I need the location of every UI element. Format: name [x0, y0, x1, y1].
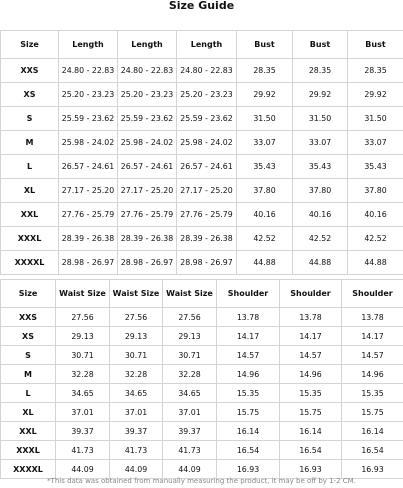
table-row: [1, 251, 403, 275]
measurement-cell: 37.01: [56, 403, 110, 422]
measurement-cell: 30.71: [163, 346, 217, 365]
measurement-cell: 44.88: [348, 251, 403, 275]
measurement-cell: 27.56: [163, 308, 217, 327]
table-header: [1, 280, 403, 308]
measurement-cell: 34.65: [110, 384, 163, 403]
measurement-cell: 30.71: [56, 346, 110, 365]
size-label: XXXXL: [1, 251, 59, 275]
measurement-cell: 41.73: [163, 441, 217, 460]
size-label: XXL: [1, 203, 59, 227]
measurement-cell: 16.14: [280, 422, 342, 441]
table-row: [1, 227, 403, 251]
table-row: [1, 346, 403, 365]
measurement-cell: 29.13: [110, 327, 163, 346]
measurement-cell: 15.75: [342, 403, 403, 422]
measurement-cell: 44.09: [110, 460, 163, 479]
size-label: S: [1, 107, 59, 131]
size-label: XL: [1, 403, 56, 422]
measurement-cell: 37.80: [293, 179, 348, 203]
size-label: L: [1, 155, 59, 179]
column-header: Bust: [237, 31, 293, 59]
measurement-cell: 41.73: [110, 441, 163, 460]
table-row: [1, 203, 403, 227]
measurement-cell: 26.57 - 24.61: [177, 155, 237, 179]
measurement-cell: 33.07: [237, 131, 293, 155]
measurement-cell: 26.57 - 24.61: [59, 155, 118, 179]
measurement-cell: 28.39 - 26.38: [59, 227, 118, 251]
size-label: S: [1, 346, 56, 365]
column-header: Length: [59, 31, 118, 59]
measurement-cell: 44.88: [293, 251, 348, 275]
measurement-cell: 28.98 - 26.97: [177, 251, 237, 275]
measurement-cell: 29.92: [237, 83, 293, 107]
measurement-cell: 32.28: [110, 365, 163, 384]
measurement-cell: 42.52: [293, 227, 348, 251]
measurement-cell: 29.13: [56, 327, 110, 346]
size-label: XXXL: [1, 441, 56, 460]
measurement-cell: 15.35: [217, 384, 280, 403]
measurement-cell: 37.01: [163, 403, 217, 422]
size-label: L: [1, 384, 56, 403]
measurement-cell: 41.73: [56, 441, 110, 460]
size-label: XXS: [1, 59, 59, 83]
measurement-cell: 35.43: [237, 155, 293, 179]
table-row: [1, 422, 403, 441]
column-header: Shoulder: [342, 280, 403, 308]
measurement-cell: 31.50: [348, 107, 403, 131]
column-header: Shoulder: [217, 280, 280, 308]
measurement-cell: 25.98 - 24.02: [177, 131, 237, 155]
measurement-cell: 39.37: [163, 422, 217, 441]
size-label: M: [1, 365, 56, 384]
measurement-cell: 13.78: [280, 308, 342, 327]
measurement-cell: 27.76 - 25.79: [177, 203, 237, 227]
length-bust-table: [0, 30, 403, 275]
measurement-cell: 31.50: [293, 107, 348, 131]
measurement-cell: 27.76 - 25.79: [118, 203, 177, 227]
measurement-cell: 40.16: [293, 203, 348, 227]
column-header: Length: [177, 31, 237, 59]
measurement-cell: 16.14: [342, 422, 403, 441]
measurement-cell: 25.59 - 23.62: [118, 107, 177, 131]
measurement-cell: 27.56: [56, 308, 110, 327]
measurement-cell: 40.16: [237, 203, 293, 227]
measurement-cell: 13.78: [342, 308, 403, 327]
size-label: M: [1, 131, 59, 155]
column-header: Shoulder: [280, 280, 342, 308]
measurement-cell: 28.39 - 26.38: [177, 227, 237, 251]
measurement-cell: 16.93: [217, 460, 280, 479]
measurement-cell: 16.54: [217, 441, 280, 460]
table-row: [1, 107, 403, 131]
measurement-cell: 24.80 - 22.83: [59, 59, 118, 83]
measurement-cell: 32.28: [163, 365, 217, 384]
measurement-cell: 25.59 - 23.62: [59, 107, 118, 131]
measurement-cell: 14.17: [217, 327, 280, 346]
measurement-cell: 28.39 - 26.38: [118, 227, 177, 251]
measurement-cell: 29.13: [163, 327, 217, 346]
column-header: Waist Size: [163, 280, 217, 308]
column-header: Waist Size: [56, 280, 110, 308]
table-row: [1, 179, 403, 203]
measurement-cell: 39.37: [110, 422, 163, 441]
size-label: XXXL: [1, 227, 59, 251]
table-row: [1, 384, 403, 403]
measurement-cell: 14.17: [342, 327, 403, 346]
size-column-header: Size: [1, 280, 56, 308]
table-row: [1, 441, 403, 460]
measurement-cell: 27.76 - 25.79: [59, 203, 118, 227]
measurement-cell: 34.65: [56, 384, 110, 403]
measurement-cell: 13.78: [217, 308, 280, 327]
measurement-cell: 28.98 - 26.97: [59, 251, 118, 275]
table-row: [1, 155, 403, 179]
measurement-cell: 27.17 - 25.20: [177, 179, 237, 203]
table-row: [1, 403, 403, 422]
measurement-cell: 35.43: [293, 155, 348, 179]
measurement-cell: 31.50: [237, 107, 293, 131]
measurement-cell: 34.65: [163, 384, 217, 403]
waist-shoulder-table: [0, 279, 403, 479]
measurement-cell: 44.09: [163, 460, 217, 479]
size-label: XXL: [1, 422, 56, 441]
measurement-cell: 25.98 - 24.02: [118, 131, 177, 155]
column-header: Waist Size: [110, 280, 163, 308]
measurement-cell: 39.37: [56, 422, 110, 441]
measurement-cell: 14.17: [280, 327, 342, 346]
measurement-cell: 28.35: [348, 59, 403, 83]
measurement-cell: 33.07: [293, 131, 348, 155]
measurement-cell: 14.57: [280, 346, 342, 365]
measurement-cell: 25.20 - 23.23: [59, 83, 118, 107]
measurement-cell: 16.54: [342, 441, 403, 460]
measurement-cell: 27.17 - 25.20: [59, 179, 118, 203]
size-label: XXXXL: [1, 460, 56, 479]
measurement-cell: 29.92: [348, 83, 403, 107]
measurement-cell: 15.35: [280, 384, 342, 403]
size-column-header: Size: [1, 31, 59, 59]
size-label: XL: [1, 179, 59, 203]
measurement-cell: 25.98 - 24.02: [59, 131, 118, 155]
measurement-cell: 28.35: [237, 59, 293, 83]
measurement-cell: 42.52: [348, 227, 403, 251]
table-header: [1, 31, 403, 59]
table-row: [1, 59, 403, 83]
measurement-cell: 15.75: [280, 403, 342, 422]
measurement-cell: 33.07: [348, 131, 403, 155]
measurement-cell: 40.16: [348, 203, 403, 227]
measurement-cell: 44.09: [56, 460, 110, 479]
measurement-cell: 25.20 - 23.23: [118, 83, 177, 107]
page-title: Size Guide: [168, 0, 235, 12]
measurement-cell: 15.75: [217, 403, 280, 422]
measurement-cell: 16.93: [342, 460, 403, 479]
measurement-cell: 14.96: [342, 365, 403, 384]
measurement-cell: 24.80 - 22.83: [177, 59, 237, 83]
measurement-cell: 27.17 - 25.20: [118, 179, 177, 203]
measurement-disclaimer: *This data was obtained from manually measuring the product, it may be off by 1-2 CM.: [47, 477, 356, 485]
measurement-cell: 28.98 - 26.97: [118, 251, 177, 275]
table-row: [1, 365, 403, 384]
measurement-cell: 16.93: [280, 460, 342, 479]
table-row: [1, 83, 403, 107]
measurement-cell: 37.80: [348, 179, 403, 203]
size-label: XS: [1, 327, 56, 346]
size-label: XXS: [1, 308, 56, 327]
size-label: XS: [1, 83, 59, 107]
measurement-cell: 44.88: [237, 251, 293, 275]
measurement-cell: 25.20 - 23.23: [177, 83, 237, 107]
measurement-cell: 25.59 - 23.62: [177, 107, 237, 131]
measurement-cell: 16.54: [280, 441, 342, 460]
column-header: Bust: [348, 31, 403, 59]
measurement-cell: 35.43: [348, 155, 403, 179]
measurement-cell: 28.35: [293, 59, 348, 83]
measurement-cell: 29.92: [293, 83, 348, 107]
column-header: Bust: [293, 31, 348, 59]
measurement-cell: 14.57: [342, 346, 403, 365]
measurement-cell: 16.14: [217, 422, 280, 441]
measurement-cell: 37.80: [237, 179, 293, 203]
measurement-cell: 30.71: [110, 346, 163, 365]
measurement-cell: 32.28: [56, 365, 110, 384]
measurement-cell: 26.57 - 24.61: [118, 155, 177, 179]
measurement-cell: 27.56: [110, 308, 163, 327]
table-row: [1, 308, 403, 327]
measurement-cell: 14.96: [280, 365, 342, 384]
measurement-cell: 15.35: [342, 384, 403, 403]
table-row: [1, 131, 403, 155]
measurement-cell: 14.96: [217, 365, 280, 384]
table-row: [1, 327, 403, 346]
measurement-cell: 42.52: [237, 227, 293, 251]
column-header: Length: [118, 31, 177, 59]
measurement-cell: 24.80 - 22.83: [118, 59, 177, 83]
measurement-cell: 14.57: [217, 346, 280, 365]
measurement-cell: 37.01: [110, 403, 163, 422]
